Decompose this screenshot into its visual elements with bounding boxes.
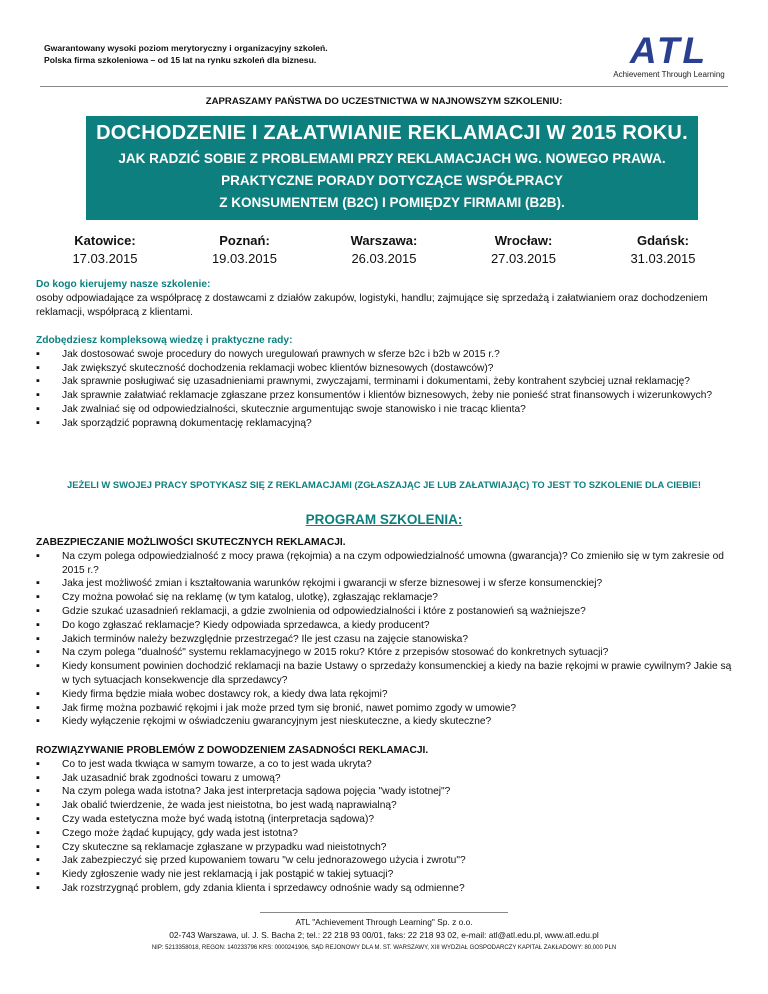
list-item: ▪ Jak dostosować swoje procedury do nowych uregulowań prawnych w sferze b2c i b2b w 2015 r.? <box>36 348 732 362</box>
list-item: ▪ Jak sprawnie załatwiać reklamacje zgłaszane przez konsumentów i klientów biznesowych, żeby nie ponieść strat finansowych i wizerunkowych? <box>36 389 732 403</box>
subtitle-line: JAK RADZIĆ SOBIE Z PROBLEMAMI PRZY REKLAMACJACH WG. NOWEGO PRAWA. <box>118 151 666 166</box>
tagline-line-1: Gwarantowany wysoki poziom merytoryczny i organizacyjny szkoleń. <box>44 43 328 53</box>
company-tagline <box>44 42 328 66</box>
city-gdansk <box>598 232 728 268</box>
city-name: Katowice: <box>74 233 136 248</box>
section-heading: ROZWIĄZYWANIE PROBLEMÓW Z DOWODZENIEM ZASADNOŚCI REKLAMACJI. <box>36 745 429 756</box>
city-name: Gdańsk: <box>636 233 689 248</box>
program-heading: PROGRAM SZKOLENIA: <box>305 512 463 527</box>
program-section-2 <box>36 744 732 896</box>
city-katowice <box>40 232 170 268</box>
footer-registry: NIP: 5213358018, REGON: 140233796 KRS: 0000241906, SĄD REJONOWY DLA M. ST. WARSZAWY, XIII WYDZIAŁ GOSPODARCZY KAPITAŁ ZAKŁADOWY: 80.000 PLN <box>151 945 617 951</box>
list-item: ▪ Kiedy wyłączenie rękojmi w oświadczeniu gwarancyjnym jest nieskuteczne, a kiedy skuteczne? <box>36 715 732 729</box>
list-item: ▪ Jak uzasadnić brak zgodności towaru z umową? <box>36 772 732 786</box>
footer-divider <box>260 912 508 913</box>
city-wroclaw <box>459 232 589 268</box>
target-warning: JEŻELI W SWOJEJ PRACY SPOTYKASZ SIĘ Z REKLAMACJAMI (ZGŁASZAJĄC JE LUB ZAŁATWIAJĄC) TO JEST TO SZKOLENIE DLA CIEBIE! <box>67 479 701 490</box>
list-item: ▪ Jak zwiększyć skuteczność dochodzenia reklamacji wobec klientów biznesowych (dostawców)? <box>36 362 732 376</box>
logo-subtitle: Achievement Through Learning <box>613 70 725 79</box>
list-item: ▪ Czego może żądać kupujący, gdy wada jest istotna? <box>36 827 732 841</box>
list-item: ▪ Na czym polega "dualność" systemu reklamacyjnego w 2015 roku? Które z przepisów stosować do konkretnych sytuacji? <box>36 646 732 660</box>
list-item: ▪ Gdzie szukać uzasadnień reklamacji, a gdzie zwolnienia od odpowiedzialności i które z postanowień są ważniejsze? <box>36 605 732 619</box>
knowledge-section <box>36 334 732 431</box>
invite-line: ZAPRASZAMY PAŃSTWA DO UCZESTNICTWA W NAJNOWSZYM SZKOLENIU: <box>205 96 563 107</box>
city-date: 27.03.2015 <box>490 251 557 266</box>
footer-address: 02-743 Warszawa, ul. J. S. Bacha 2; tel.: 22 218 93 00/01, faks: 22 218 93 02, e-mail: atl@atl.edu.pl, www.atl.edu.pl <box>169 930 599 940</box>
training-subtitle <box>86 148 698 214</box>
list-item: ▪ Jak sprawnie posługiwać się uzasadnieniami prawnymi, zwyczajami, terminami i dokumentami, żeby kontrahent szybciej uznał reklamację? <box>36 375 732 389</box>
section-heading: ZABEZPIECZANIE MOŻLIWOŚCI SKUTECZNYCH REKLAMACJI. <box>36 537 346 548</box>
list-item: ▪ Kiedy firma będzie miała wobec dostawcy rok, a kiedy dwa lata rękojmi? <box>36 688 732 702</box>
subtitle-line: PRAKTYCZNE PORADY DOTYCZĄCE WSPÓŁPRACY <box>221 173 563 188</box>
city-name: Poznań: <box>219 233 270 248</box>
knowledge-heading: Zdobędziesz kompleksową wiedzę i praktyczne rady: <box>36 335 293 346</box>
title-banner <box>86 116 698 220</box>
list-item: ▪ Jaka jest możliwość zmian i kształtowania warunków rękojmi i gwarancji w sferze biznesowej i w sferze konsumenckiej? <box>36 577 732 591</box>
section-1-list <box>36 550 732 729</box>
list-item: ▪ Jak zwalniać się od odpowiedzialności, skutecznie argumentując swoje stanowisko i nie tracąc klienta? <box>36 403 732 417</box>
list-item: ▪ Czy skuteczne są reklamacje zgłaszane w przypadku wad nieistotnych? <box>36 841 732 855</box>
city-name: Wrocław: <box>494 233 553 248</box>
list-item: ▪ Na czym polega odpowiedzialność z mocy prawa (rękojmia) a na czym odpowiedzialność umowna (gwarancja)? Co zmieniło się w tym zakresie od 2015 r.? <box>36 550 732 578</box>
atl-logo <box>608 32 730 82</box>
list-item: ▪ Kiedy konsument powinien dochodzić reklamacji na bazie Ustawy o sprzedaży konsumenckiej a kiedy na bazie rękojmi w prawie cywilnym? Jakie są w tych sytuacjach konsekwencje dla sprzedawcy? <box>36 660 732 688</box>
list-item: ▪ Do kogo zgłaszać reklamacje? Kiedy odpowiada sprzedawca, a kiedy producent? <box>36 619 732 633</box>
list-item: ▪ Jak firmę można pozbawić rękojmi i jak może przed tym się bronić, nawet pomimo zgody w umowie? <box>36 702 732 716</box>
list-item: ▪ Jak zabezpieczyć się przed kupowaniem towaru "w celu jednorazowego użycia i zwrotu"? <box>36 854 732 868</box>
city-poznan <box>180 232 310 268</box>
audience-section <box>36 278 732 319</box>
subtitle-line: Z KONSUMENTEM (B2C) I POMIĘDZY FIRMAMI (B2B). <box>219 195 565 210</box>
footer <box>0 916 768 955</box>
program-section-1 <box>36 536 732 729</box>
list-item: ▪ Jakich terminów należy bezwzględnie przestrzegać? Ile jest czasu na zajęcie stanowiska? <box>36 633 732 647</box>
city-name: Warszawa: <box>350 233 418 248</box>
city-date: 31.03.2015 <box>630 251 696 266</box>
list-item: ▪ Na czym polega wada istotna? Jaka jest interpretacja sądowa pojęcia "wady istotnej"? <box>36 785 732 799</box>
audience-text: osoby odpowiadające za współpracę z dostawcami z działów zakupów, logistyki, handlu; zajmujące się sprzedażą i załatwianiem oraz dochodzeniem reklamacji, współpracą z klientami. <box>36 292 708 318</box>
footer-company: ATL "Achievement Through Learning" Sp. z o.o. <box>295 917 473 927</box>
city-date: 26.03.2015 <box>351 251 417 266</box>
city-warszawa <box>319 232 449 268</box>
audience-heading: Do kogo kierujemy nasze szkolenie: <box>36 279 211 290</box>
training-title: DOCHODZENIE I ZAŁATWIANIE REKLAMACJI W 2015 ROKU. <box>96 122 688 144</box>
list-item: ▪ Czy można powołać się na reklamę (w tym katalog, ulotkę), zgłaszając reklamacje? <box>36 591 732 605</box>
city-date: 17.03.2015 <box>72 251 138 266</box>
tagline-line-2: Polska firma szkoleniowa – od 15 lat na rynku szkoleń dla biznesu. <box>44 55 317 65</box>
list-item: ▪ Kiedy zgłoszenie wady nie jest reklamacją i jak postąpić w takiej sytuacji? <box>36 868 732 882</box>
header-divider <box>40 86 728 87</box>
list-item: ▪ Co to jest wada tkwiąca w samym towarze, a co to jest wada ukryta? <box>36 758 732 772</box>
section-2-list <box>36 758 732 896</box>
logo-mark: ATL <box>629 30 709 71</box>
list-item: ▪ Czy wada estetyczna może być wadą istotną (interpretacja sądowa)? <box>36 813 732 827</box>
list-item: ▪ Jak obalić twierdzenie, że wada jest nieistotna, bo jest wadą naprawialną? <box>36 799 732 813</box>
city-dates <box>40 232 728 268</box>
list-item: ▪ Jak rozstrzygnąć problem, gdy zdania klienta i sprzedawcy odnośnie wady są odmienne? <box>36 882 732 896</box>
city-date: 19.03.2015 <box>211 251 278 266</box>
knowledge-list <box>36 348 732 431</box>
list-item: ▪ Jak sporządzić poprawną dokumentację reklamacyjną? <box>36 417 732 431</box>
